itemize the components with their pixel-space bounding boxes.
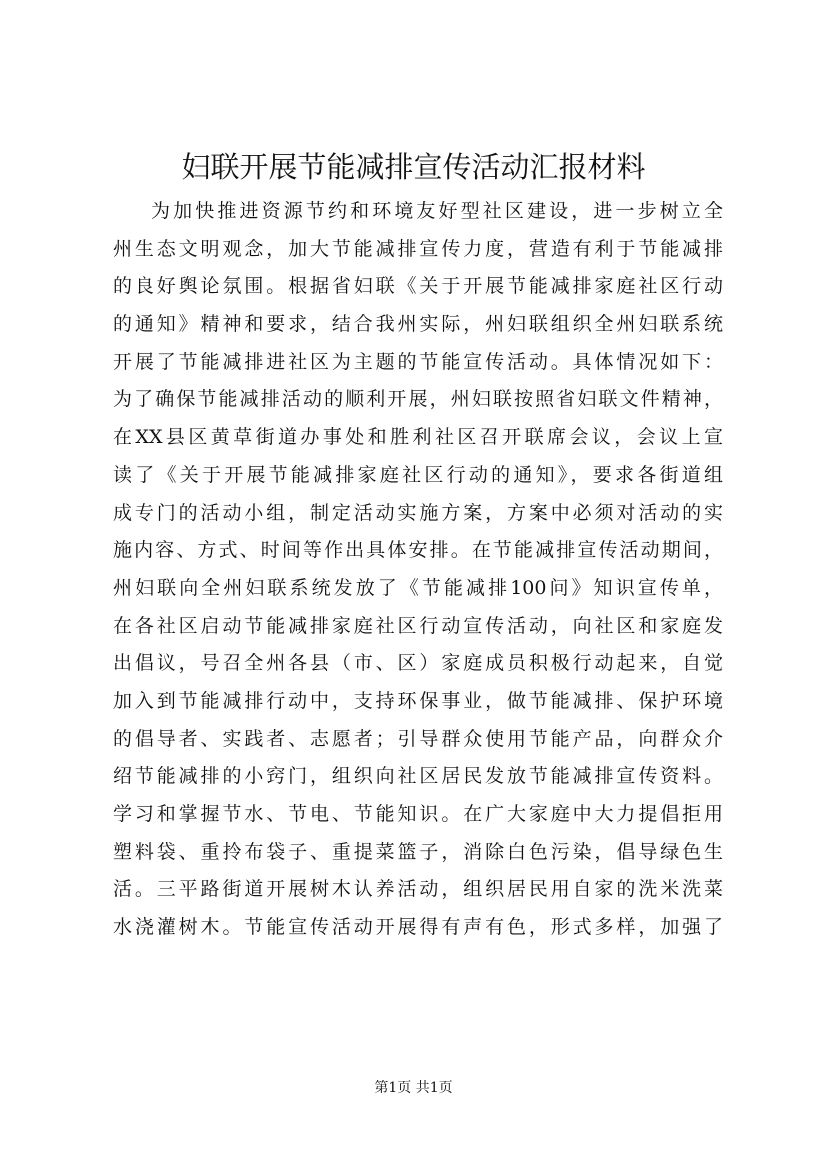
body-line: 为了确保节能减排活动的顺利开展，州妇联按照省妇联文件精神， [113, 388, 723, 411]
body-line: 绍节能减排的小窍门，组织向社区居民发放节能减排宣传资料。 [113, 765, 723, 788]
body-line: 在XX县区黄草街道办事处和胜利社区召开联席会议，会议上宣 [113, 426, 723, 449]
page-footer [0, 1078, 827, 1098]
body-line: 水浇灌树木。节能宣传活动开展得有声有色，形式多样，加强了 [113, 916, 723, 939]
body-line: 活。三平路街道开展树木认养活动，组织居民用自家的洗米洗菜 [113, 878, 723, 901]
body-line: 读了《关于开展节能减排家庭社区行动的通知》，要求各街道组 [113, 463, 723, 486]
page-number-label: 第1页 共1页 [374, 1080, 453, 1096]
body-line: 施内容、方式、时间等作出具体安排。在节能减排宣传活动期间， [113, 539, 723, 562]
body-line: 州妇联向全州妇联系统发放了《节能减排100问》知识宣传单， [113, 576, 723, 599]
body-line: 的通知》精神和要求，结合我州实际，州妇联组织全州妇联系统 [113, 313, 723, 336]
body-line: 开展了节能减排进社区为主题的节能宣传活动。具体情况如下： [113, 350, 723, 373]
body-line: 州生态文明观念，加大节能减排宣传力度，营造有利于节能减排 [113, 237, 723, 260]
body-line: 出倡议，号召全州各县（市、区）家庭成员积极行动起来，自觉 [113, 652, 723, 675]
body-line: 加入到节能减排行动中，支持环保事业，做节能减排、保护环境 [113, 689, 723, 712]
body-line: 在各社区启动节能减排家庭社区行动宣传活动，向社区和家庭发 [113, 614, 723, 637]
body-line: 塑料袋、重拎布袋子、重提菜篮子，消除白色污染，倡导绿色生 [113, 840, 723, 863]
document-body [113, 193, 723, 947]
document-title: 妇联开展节能减排宣传活动汇报材料 [181, 150, 646, 184]
body-line: 学习和掌握节水、节电、节能知识。在广大家庭中大力提倡拒用 [113, 803, 723, 825]
body-line: 为加快推进资源节约和环境友好型社区建设，进一步树立全 [151, 200, 723, 222]
body-line: 成专门的活动小组，制定活动实施方案，方案中必须对活动的实 [113, 501, 723, 524]
body-line: 的倡导者、实践者、志愿者；引导群众使用节能产品，向群众介 [113, 727, 723, 750]
body-line: 的良好舆论氛围。根据省妇联《关于开展节能减排家庭社区行动 [113, 275, 723, 298]
